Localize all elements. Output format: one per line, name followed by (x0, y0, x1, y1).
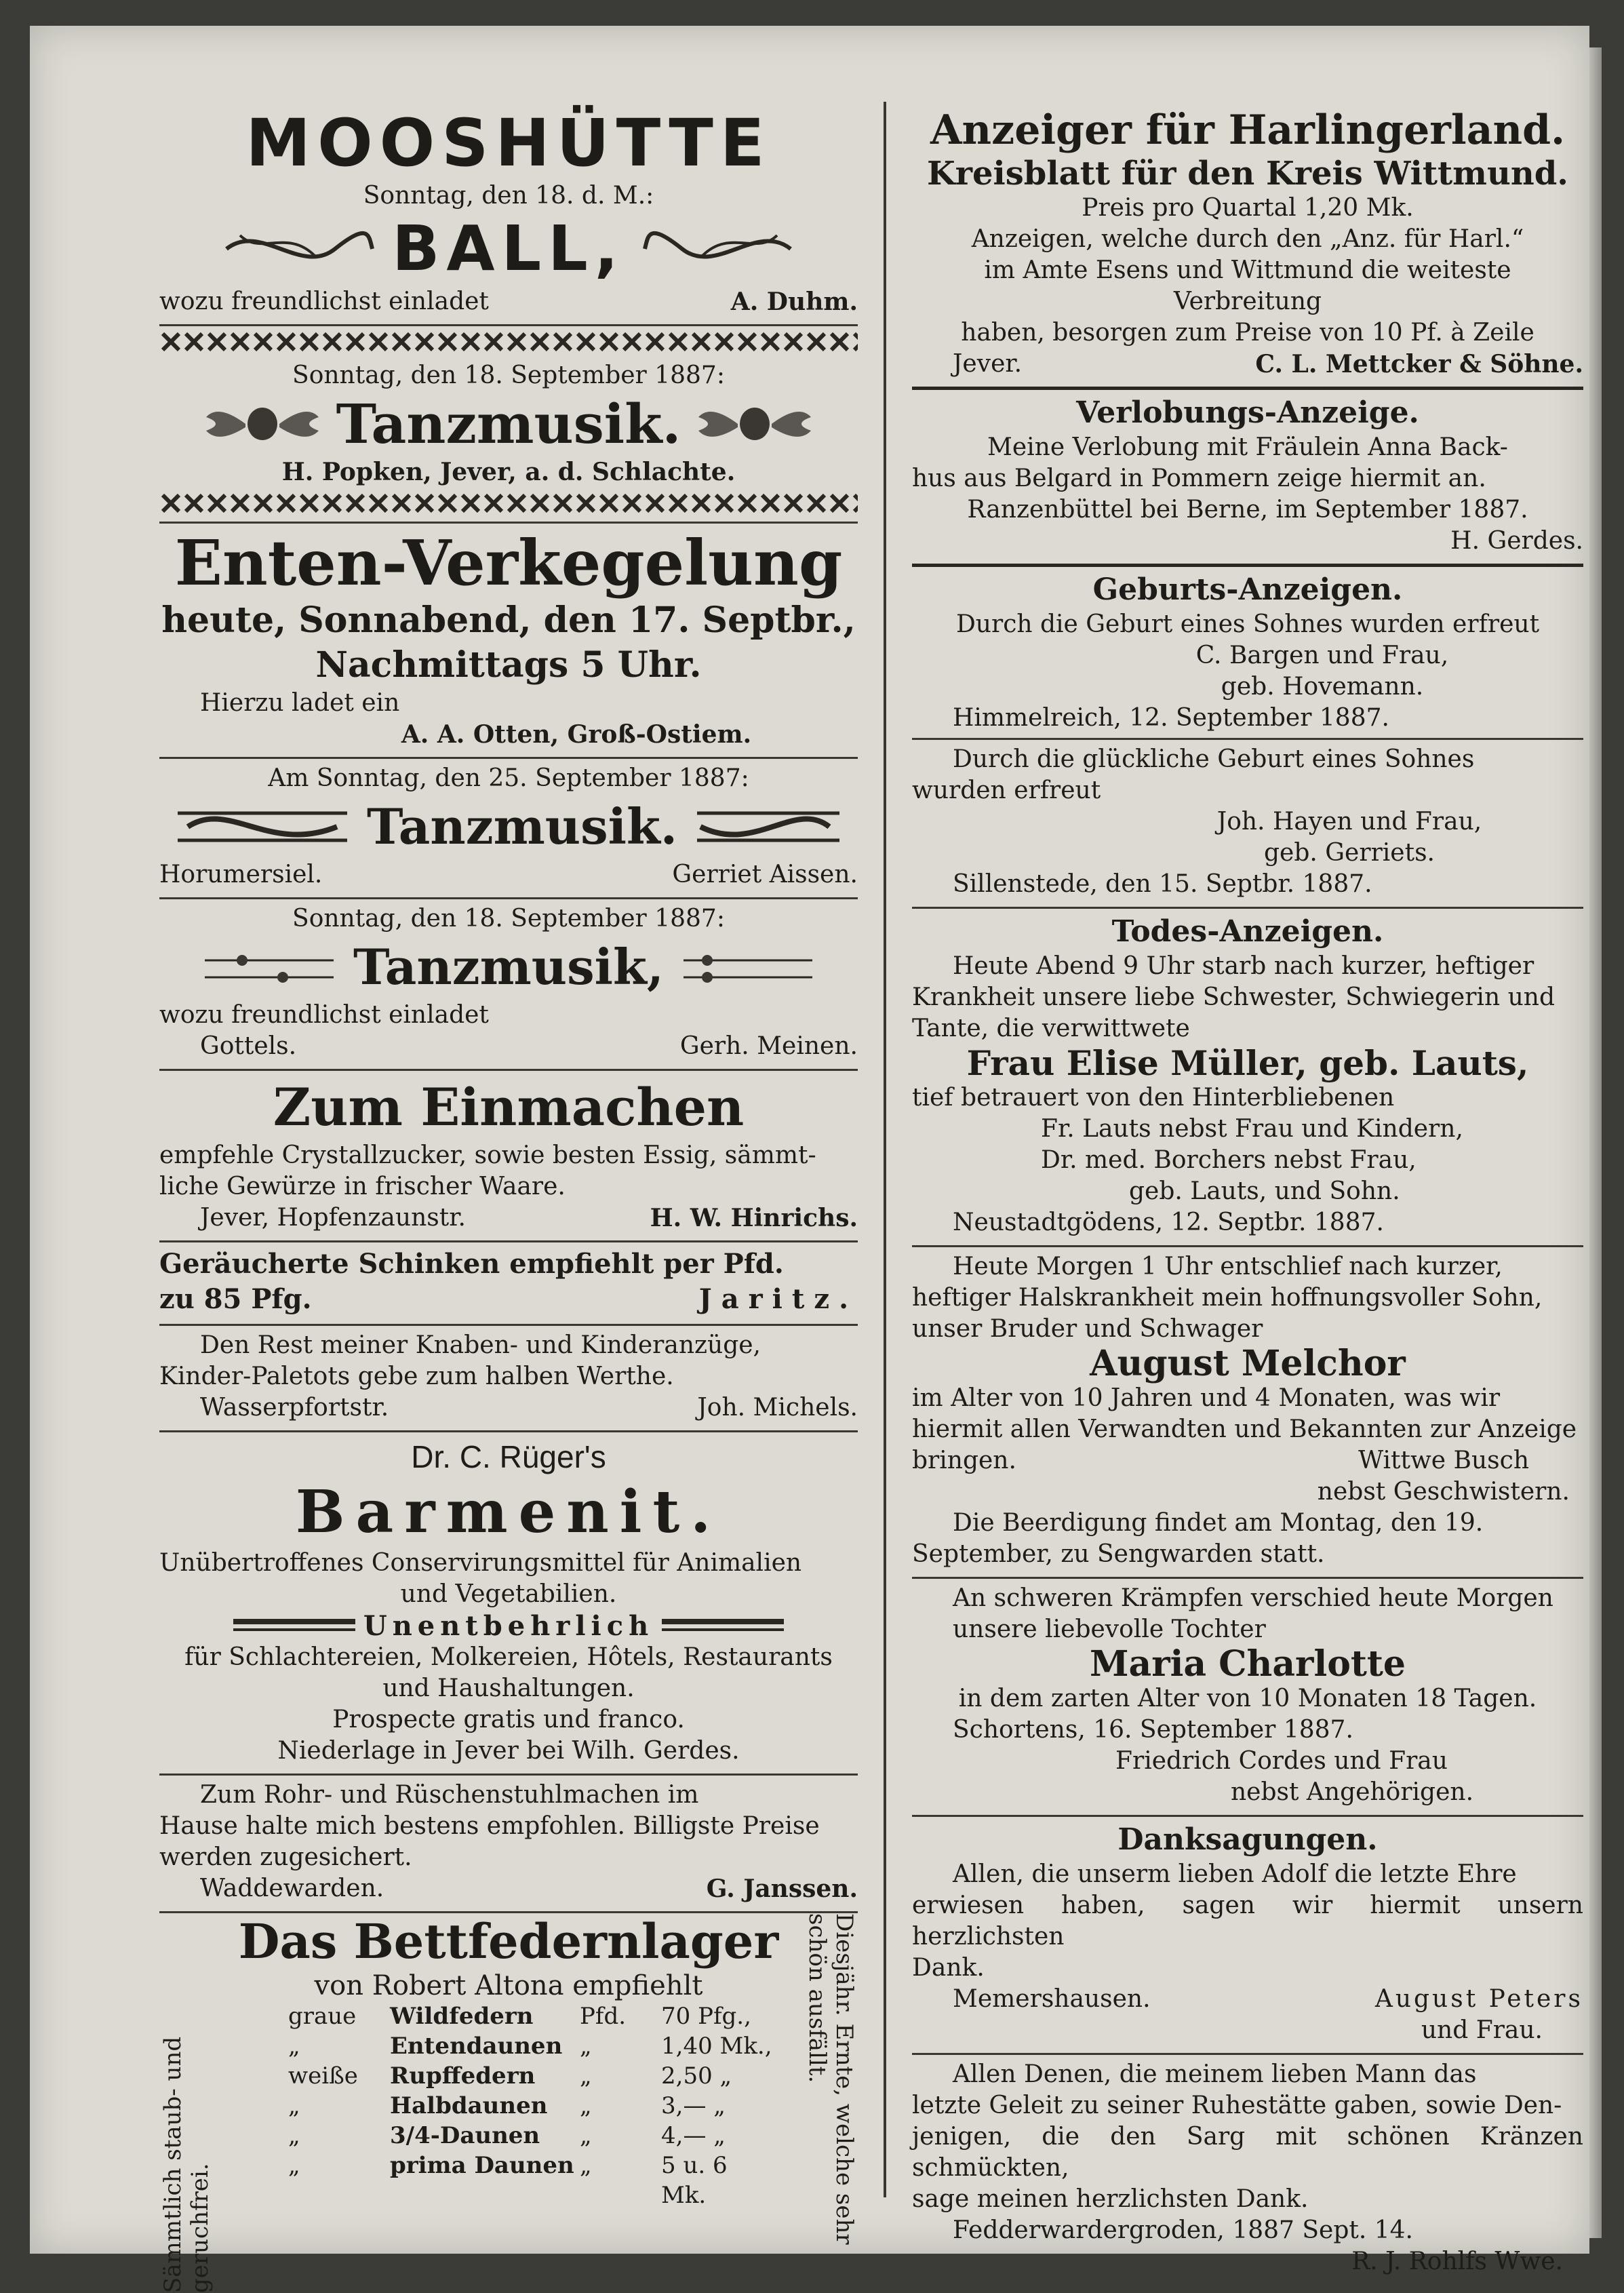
ad-line: unsere liebevolle Tochter (953, 1615, 1266, 1643)
price-cell: „ (580, 2092, 592, 2119)
deceased-name: Frau Elise Müller, geb. Lauts, (966, 1043, 1529, 1083)
ad-title: Enten-Verkegelung (174, 526, 843, 600)
ornament-row (159, 794, 858, 859)
price-cell: 4,— „ (661, 2122, 726, 2149)
ad-todes-cordes (912, 1579, 1583, 1817)
price-cell: „ (580, 2152, 592, 2179)
ad-line: nebst Angehörigen. (1231, 1778, 1474, 1806)
ad-line: Krankheit unsere liebe Schwester, Schwiegerin und (912, 983, 1555, 1011)
deceased-name: August Melchor (1090, 1343, 1406, 1384)
price-cell: „ (580, 2122, 592, 2149)
ad-line: sage meinen herzlichsten Dank. (912, 2185, 1309, 2213)
ad-line: hiermit allen Verwandten und Bekannten zur Anzeige (912, 1415, 1577, 1443)
host-name: und Frau. (1421, 2016, 1543, 2044)
ad-line: Preis pro Quartal 1,20 Mk. (1082, 194, 1414, 222)
section-heading: Todes-Anzeigen. (1111, 914, 1384, 949)
price-cell: 2,50 „ (661, 2062, 732, 2090)
left-column (159, 102, 858, 2293)
host-name: Gerriet Aissen. (672, 861, 858, 888)
ad-date: Sonntag, den 18. September 1887: (292, 905, 725, 933)
vine-ornament-icon (201, 943, 337, 991)
host-name: Joh. Michels. (697, 1394, 858, 1422)
ad-line: Nachmittags 5 Uhr. (315, 644, 702, 686)
ad-line: geb. Gerriets. (1264, 839, 1435, 867)
banner-rule-icon (662, 1616, 784, 1637)
ad-dank-rohlfs (912, 2055, 1583, 2284)
ad-line: im Amte Esens und Wittmund die weiteste Verbreitung (984, 256, 1511, 315)
host-name: R. J. Rohlfs Wwe. (1351, 2248, 1563, 2275)
ad-line: haben, besorgen zum Preise von 10 Pf. à Zeile (961, 319, 1534, 347)
price-cell: „ (288, 2092, 300, 2119)
price-cell: 5 u. 6 Mk. (661, 2152, 728, 2209)
cherub-wings-icon (697, 397, 812, 451)
ornament-right-icon (694, 800, 843, 854)
ad-schinken (159, 1242, 858, 1326)
price-cell: 3/4-Daunen (390, 2122, 540, 2149)
tanzmusik-title: Tanzmusik, (353, 938, 664, 996)
ad-line: Friedrich Cordes und Frau (1115, 1747, 1448, 1775)
cherub-wings-icon (205, 397, 320, 451)
ad-line: letzte Geleit zu seiner Ruhestätte gaben, sowie Den- (912, 2092, 1562, 2119)
ad-line: heute, Sonnabend, den 17. Septbr., (161, 600, 856, 641)
ad-line: zu 85 Pfg. (159, 1283, 312, 1315)
price-cell: „ (288, 2122, 300, 2149)
maker-name: Dr. C. Rüger's (411, 1439, 606, 1474)
price-cell: „ (580, 2062, 592, 2090)
ad-line: Prospecte gratis und franco. (332, 1706, 685, 1733)
section-heading: Danksagungen. (1117, 1822, 1378, 1857)
invite-text: wozu freundlichst einladet (159, 1001, 489, 1029)
ad-line: erwiesen haben, sagen wir hiermit unsern herzlichsten (912, 1892, 1583, 1951)
price-cell: 1,40 Mk., (661, 2033, 772, 2060)
banner-text: Unentbehrlich (363, 1610, 654, 1642)
host-name: A. Duhm. (730, 288, 858, 316)
ad-line: Fr. Lauts nebst Frau und Kindern, (1041, 1115, 1463, 1143)
ad-todes-mueller (912, 909, 1583, 1247)
ad-line: tief betrauert von den Hinterbliebenen (912, 1084, 1395, 1112)
ad-line: Die Beerdigung findet am Montag, den 19. (953, 1509, 1484, 1537)
ad-line: jenigen, die den Sarg mit schönen Kränzen schmückten, (912, 2123, 1583, 2182)
vine-ornament-icon (680, 943, 816, 991)
host-name: Jaritz. (698, 1283, 858, 1315)
ad-line: Hierzu ladet ein (200, 689, 400, 717)
place-name: Wasserpfortstr. (200, 1394, 389, 1422)
ad-line: Durch die Geburt eines Sohnes wurden erfreut (955, 610, 1540, 638)
host-name: H. W. Hinrichs. (650, 1204, 858, 1232)
ad-todes-melchor (912, 1247, 1583, 1579)
ad-line: An schweren Krämpfen verschied heute Morgen (953, 1584, 1553, 1612)
ad-tanzmusik-aissen (159, 759, 858, 899)
ad-mooshuette (159, 102, 858, 326)
ad-line: wurden erfreut (912, 777, 1101, 804)
host-name: Wittwe Busch (1358, 1447, 1529, 1474)
ad-title: Das Bettfedernlager (238, 1913, 779, 1969)
price-cell: Wildfedern (390, 2003, 534, 2030)
price-cell: „ (288, 2152, 300, 2179)
ad-line: in dem zarten Alter von 10 Monaten 18 Tagen. (958, 1685, 1537, 1712)
ad-line: Allen, die unserm lieben Adolf die letzte Ehre (953, 1860, 1517, 1888)
ad-line: Niederlage in Jever bei Wilh. Gerdes. (277, 1737, 740, 1765)
ad-line: Durch die glückliche Geburt eines Sohnes (953, 745, 1475, 773)
x-border-top-icon (159, 330, 858, 353)
ad-line: werden zugesichert. (159, 1843, 412, 1871)
ad-line: Dr. med. Borchers nebst Frau, (1041, 1146, 1417, 1174)
ad-line: Tante, die verwittwete (912, 1015, 1190, 1042)
side-note: Sämmtlich staub- und geruchfrei. (159, 2036, 214, 2293)
host-name: August Peters (1374, 1985, 1583, 2013)
ornament-row (159, 935, 858, 1000)
ad-line: geb. Lauts, und Sohn. (1129, 1177, 1400, 1205)
host-name: Gerh. Meinen. (679, 1032, 858, 1060)
price-cell: 70 Pfg., (661, 2003, 751, 2030)
ad-subtitle: Kreisblatt für den Kreis Wittmund. (926, 155, 1569, 193)
price-cell: Halbdaunen (390, 2092, 548, 2119)
ball-title: BALL, (392, 212, 625, 285)
ad-line: und Vegetabilien. (400, 1580, 617, 1608)
flourish-right-icon (641, 222, 797, 276)
section-heading: Verlobungs-Anzeige. (1076, 395, 1419, 430)
ad-title: Barmenit. (295, 1478, 722, 1546)
ad-tanzmusik-meinen (159, 899, 858, 1071)
x-border-bottom-icon (159, 492, 858, 515)
place-name: Waddewarden. (200, 1875, 384, 1902)
ad-date: Am Sonntag, den 25. September 1887: (268, 764, 749, 792)
ornament-row (159, 212, 858, 286)
ad-line: liche Gewürze in frischer Waare. (159, 1173, 566, 1200)
ad-line: Schortens, 16. September 1887. (953, 1716, 1353, 1744)
price-cell: graue (288, 2003, 357, 2030)
host-name: H. Popken, Jever, a. d. Schlachte. (281, 458, 736, 486)
place-name: Memershausen. (953, 1985, 1151, 2013)
ad-line: für Schlachtereien, Molkereien, Hôtels, Restaurants (184, 1643, 833, 1671)
ad-enten-verkegelung (159, 522, 858, 759)
page-edge (1589, 47, 1602, 2238)
ad-einmachen (159, 1071, 858, 1242)
place-name: Jever. (953, 350, 1023, 378)
ad-date: Sonntag, den 18. September 1887: (292, 361, 725, 389)
tanzmusik-title: Tanzmusik. (336, 392, 681, 456)
banner-row (159, 1610, 858, 1642)
ad-line: September, zu Sengwarden statt. (912, 1540, 1325, 1568)
price-cell: „ (288, 2033, 300, 2060)
ad-date: Sonntag, den 18. d. M.: (363, 182, 654, 210)
ad-line: Kinder-Paletots gebe zum halben Werthe. (159, 1363, 674, 1390)
ad-title: Zum Einmachen (273, 1077, 745, 1137)
ad-line: Himmelreich, 12. September 1887. (912, 703, 1583, 740)
ad-line: Zum Rohr- und Rüschenstuhlmachen im (200, 1781, 699, 1809)
ad-line: geb. Hovemann. (1221, 673, 1424, 701)
flourish-left-icon (220, 222, 376, 276)
ornament-row (159, 391, 858, 456)
ad-line: von Robert Altona empfiehlt (314, 1970, 703, 2001)
deceased-name: Maria Charlotte (1089, 1643, 1406, 1685)
ad-line: Geräucherte Schinken empfiehlt per Pfd. (159, 1248, 784, 1280)
banner-rule-icon (233, 1616, 355, 1637)
ad-line: empfehle Crystallzucker, sowie besten Essig, sämmt- (159, 1141, 816, 1169)
ornament-left-icon (174, 800, 351, 854)
ad-line: heftiger Halskrankheit mein hoffnungsvoller Sohn, (912, 1284, 1543, 1312)
ad-line: Sillenstede, den 15. Septbr. 1887. (953, 870, 1372, 898)
ad-line: Dank. (912, 1954, 985, 1982)
place-name: Jever, Hopfenzaunstr. (200, 1204, 466, 1232)
ad-line: Hause halte mich bestens empfohlen. Billigste Preise (159, 1812, 820, 1840)
ad-michels (159, 1326, 858, 1432)
ad-dank-peters (912, 1817, 1583, 2055)
ad-line: Joh. Hayen und Frau, (1216, 808, 1482, 836)
ad-anzeiger (912, 102, 1583, 390)
ad-line: unser Bruder und Schwager (912, 1315, 1263, 1343)
ad-line: bringen. (912, 1447, 1016, 1474)
invite-text: wozu freundlichst einladet (159, 288, 489, 315)
host-name: C. L. Mettcker & Söhne. (1255, 350, 1583, 378)
ad-line: Neustadtgödens, 12. Septbr. 1887. (953, 1209, 1384, 1236)
ad-title: Anzeiger für Harlingerland. (930, 106, 1566, 154)
ad-bettfedernlager (159, 1913, 858, 2293)
ad-line: Meine Verlobung mit Fräulein Anna Back- (987, 433, 1508, 461)
price-cell: prima Daunen (390, 2152, 574, 2179)
ad-tanzmusik-popken (159, 360, 858, 488)
tanzmusik-title: Tanzmusik. (367, 798, 677, 855)
ad-line: nebst Geschwistern. (1317, 1478, 1570, 1506)
ad-line: im Alter von 10 Jahren und 4 Monaten, was wir (912, 1384, 1501, 1412)
host-name: G. Janssen. (706, 1875, 858, 1903)
side-note: Diesjähr. Ernte, welche sehr schön ausfällt. (804, 1913, 858, 2245)
ad-line: Anzeigen, welche durch den „Anz. für Harl.“ (971, 225, 1524, 253)
ad-line: Den Rest meiner Knaben- und Kinderanzüge, (200, 1331, 761, 1359)
price-cell: Pfd. (580, 2003, 627, 2030)
price-cell: Rupffedern (390, 2062, 536, 2090)
price-cell: weiße (288, 2062, 358, 2090)
ad-line: hus aus Belgard in Pommern zeige hiermit an. (912, 465, 1486, 492)
ad-line: Allen Denen, die meinem lieben Mann das (953, 2060, 1477, 2088)
price-table (288, 2001, 858, 2210)
price-cell: Entendaunen (390, 2033, 563, 2060)
section-heading: Geburts-Anzeigen. (1092, 572, 1403, 607)
right-column (912, 102, 1583, 2284)
ad-line: Unübertroffenes Conservirungsmittel für Animalien (159, 1549, 802, 1577)
price-cell: 3,— „ (661, 2092, 726, 2119)
ad-line: Ranzenbüttel bei Berne, im September 1887. (967, 496, 1528, 524)
ad-title: MOOSHÜTTE (245, 105, 772, 181)
ad-janssen (159, 1776, 858, 1913)
ad-geburt (912, 567, 1583, 909)
place-name: Gottels. (200, 1032, 297, 1060)
ad-line: Heute Abend 9 Uhr starb nach kurzer, heftiger (953, 952, 1534, 980)
place-name: Horumersiel. (159, 861, 323, 888)
ad-verlobung (912, 390, 1583, 567)
ad-line: Heute Morgen 1 Uhr entschlief nach kurzer, (953, 1253, 1503, 1280)
price-cell: „ (580, 2033, 592, 2060)
host-name: H. Gerdes. (1450, 527, 1583, 555)
ad-line: und Haushaltungen. (382, 1674, 635, 1702)
host-name: A. A. Otten, Groß-Ostiem. (401, 720, 752, 749)
column-divider (884, 102, 886, 2197)
ad-line: C. Bargen und Frau, (1195, 642, 1449, 669)
ad-barmenit (159, 1432, 858, 1776)
ad-line: Fedderwardergroden, 1887 Sept. 14. (953, 2216, 1413, 2244)
